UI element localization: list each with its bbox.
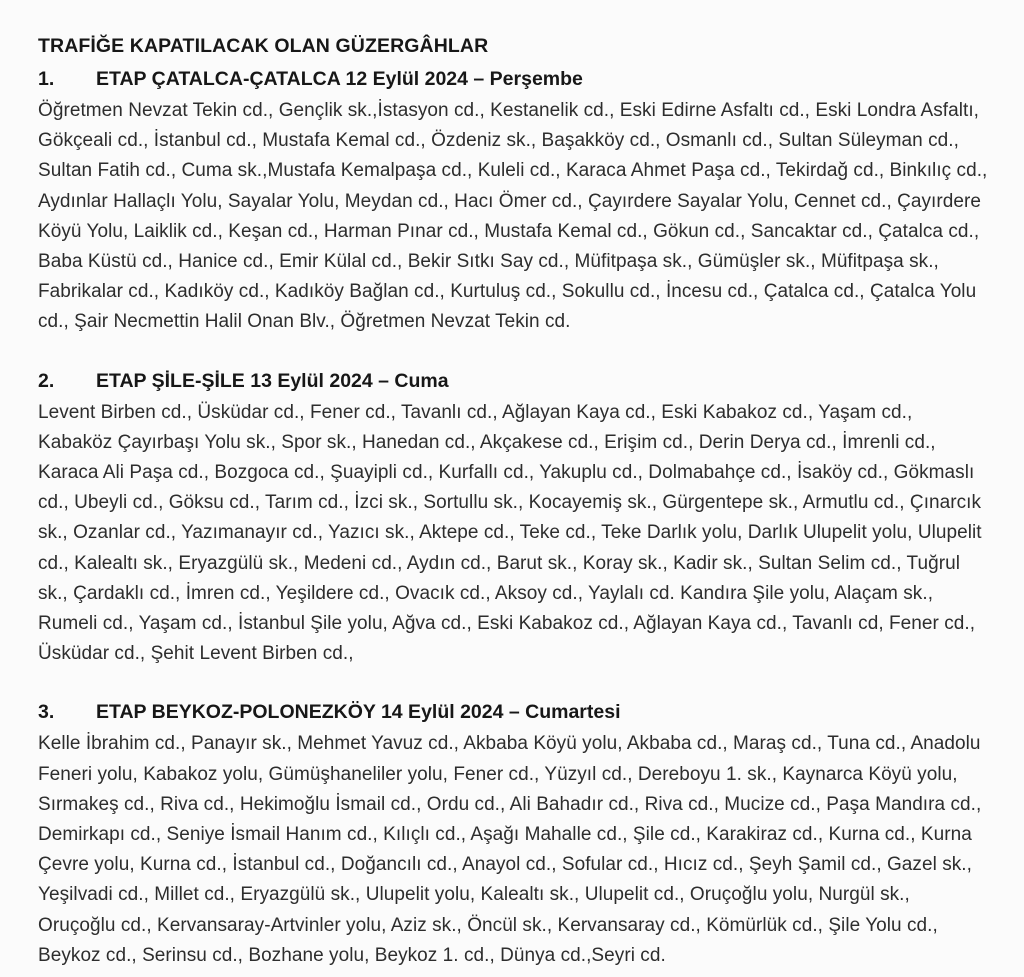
section-3-number: 3. [38, 701, 55, 724]
section-2-number: 2. [38, 369, 55, 392]
document-title: TRAFİĞE KAPATILACAK OLAN GÜZERGÂHLAR [38, 35, 489, 57]
section-3-body: Kelle İbrahim cd., Panayır sk., Mehmet Yavuz cd., Akbaba Köyü yolu, Akbaba cd., Maraş cd., Tuna cd., Anadolu Feneri yolu, Kabakoz yolu, Gümüşhaneliler yolu, Fener cd., Yüzyıl cd., Dereboyu 1. sk., Kaynarca Köyü yolu, Sırmakeş cd., Riva cd., Hekimoğlu İsmail cd., Ordu cd., Ali Bahadır cd., Riva cd., Mucize cd., Paşa Mandıra cd., Demirkapı cd., Seniye İsmail Hanım cd., Kılıçlı cd., Aşağı Mahalle cd., Şile cd., Karakiraz cd., Kurna cd., Kurna Çevre yolu, Kurna cd., İstanbul cd., Doğancılı cd., Anayol cd., Sofular cd., Hıcız cd., Şeyh Şamil cd., Gazel sk., Yeşilvadi cd., Millet cd., Eryazgülü sk., Ulupelit yolu, Kalealtı sk., Ulupelit cd., Oruçoğlu yolu, Nurgül sk., Oruçoğlu cd., Kervansaray-Artvinler yolu, Aziz sk., Öncül sk., Kervansaray cd., Kömürlük cd., Şile Yolu cd., Beykoz cd., Serinsu cd., Bozhane yolu, Beykoz 1. cd., Dünya cd.,Seyri cd. [38, 733, 982, 966]
section-etap-1 [38, 63, 988, 338]
section-1-heading-text: ETAP ÇATALCA-ÇATALCA 12 Eylül 2024 – Perşembe [96, 68, 583, 90]
section-etap-3 [38, 696, 988, 971]
section-3-heading [38, 696, 988, 729]
section-3-heading-text: ETAP BEYKOZ-POLONEZKÖY 14 Eylül 2024 – Cumartesi [96, 701, 621, 724]
section-1-body: Öğretmen Nevzat Tekin cd., Gençlik sk.,İstasyon cd., Kestanelik cd., Eski Edirne Asfaltı cd., Eski Londra Asfaltı, Gökçeali cd., İstanbul cd., Mustafa Kemal cd., Özdeniz sk., Başakköy cd., Osmanlı cd., Sultan Süleyman cd., Sultan Fatih cd., Cuma sk.,Mustafa Kemalpaşa cd., Kuleli cd., Karaca Ahmet Paşa cd., Tekirdağ cd., Binkılıç cd., Aydınlar Hallaçlı Yolu, Sayalar Yolu, Meydan cd., Hacı Ömer cd., Çayırdere Sayalar Yolu, Cennet cd., Çayırdere Köyü Yolu, Laiklik cd., Keşan cd., Harman Pınar cd., Mustafa Kemal cd., Gökun cd., Sancaktar cd., Çatalca cd., Baba Küstü cd., Hanice cd., Emir Külal cd., Bekir Sıtkı Say cd., Müfitpaşa sk., Gümüşler sk., Müfitpaşa sk., Fabrikalar cd., Kadıköy cd., Kadıköy Bağlan cd., Kurtuluş cd., Sokullu cd., İncesu cd., Çatalca cd., Çatalca Yolu cd., Şair Necmettin Halil Onan Blv., Öğretmen Nevzat Tekin cd. [38, 100, 988, 333]
section-etap-2 [38, 365, 988, 670]
section-2-heading-text: ETAP ŞİLE-ŞİLE 13 Eylül 2024 – Cuma [96, 369, 449, 392]
section-gap [38, 338, 988, 365]
section-gap [38, 669, 988, 696]
section-2-body: Levent Birben cd., Üsküdar cd., Fener cd., Tavanlı cd., Ağlayan Kaya cd., Eski Kabakoz cd., Yaşam cd., Kabaköz Çayırbaşı Yolu sk., Spor sk., Hanedan cd., Akçakese cd., Erişim cd., Derin Derya cd., İmrenli cd., Karaca Ali Paşa cd., Bozgoca cd., Şuayipli cd., Kurfallı cd., Yakuplu cd., Dolmabahçe cd., İsaköy cd., Gökmaslı cd., Ubeyli cd., Göksu cd., Tarım cd., İzci sk., Sortullu sk., Kocayemiş sk., Gürgentepe sk., Armutlu cd., Çınarcık sk., Ozanlar cd., Yazımanayır cd., Yazıcı sk., Aktepe cd., Teke cd., Teke Darlık yolu, Darlık Ulupelit yolu, Ulupelit cd., Kalealtı sk., Eryazgülü sk., Medeni cd., Aydın cd., Barut sk., Koray sk., Kadir sk., Sultan Selim cd., Tuğrul sk., Çardaklı cd., İmren cd., Yeşildere cd., Ovacık cd., Aksoy cd., Yaylalı cd. Kandıra Şile yolu, Alaçam sk., Rumeli cd., Yaşam cd., İstanbul Şile yolu, Ağva cd., Eski Kabakoz cd., Ağlayan Kaya cd., Tavanlı cd, Fener cd., Üsküdar cd., Şehit Levent Birben cd., [38, 401, 982, 665]
section-2-heading [38, 365, 988, 398]
section-1-number: 1. [38, 68, 55, 90]
section-1-heading [38, 63, 988, 96]
